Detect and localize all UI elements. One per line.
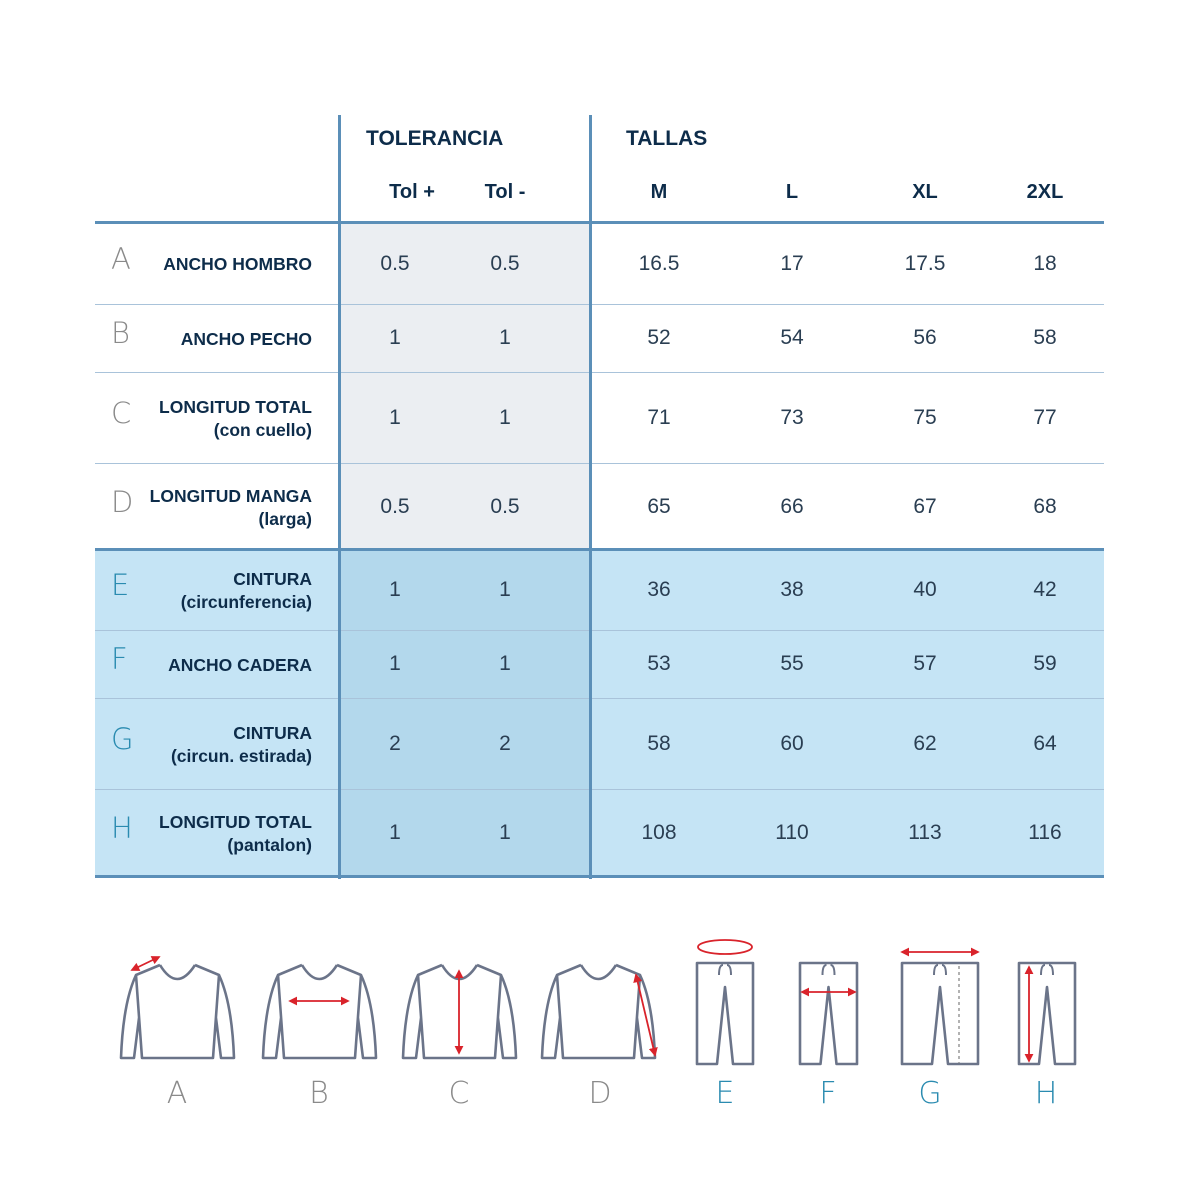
row-label-line: LONGITUD TOTAL <box>159 812 312 832</box>
row-label-line: (pantalon) <box>227 835 312 855</box>
cell-value: 16.5 <box>638 251 680 275</box>
cell-value: 68 <box>1033 494 1057 518</box>
row-label-line: CINTURA <box>233 722 312 743</box>
cell-value: 1 <box>499 821 511 844</box>
diagram-label: C <box>448 1076 470 1111</box>
cell-value: 0.5 <box>380 494 410 518</box>
col-l: L <box>785 181 799 203</box>
cell-value: 2 <box>389 731 401 755</box>
row-label-line: ANCHO CADERA <box>168 654 312 675</box>
row-letter: E <box>111 568 130 602</box>
pants-f-icon <box>800 963 857 1064</box>
cell-value: 2 <box>499 731 511 755</box>
cell-value: 58 <box>1033 326 1057 349</box>
diagram-label: B <box>309 1076 329 1111</box>
diagram-label: D <box>588 1076 612 1111</box>
tolerance-header: TOLERANCIA <box>366 127 504 150</box>
cell-value: 59 <box>1033 652 1057 675</box>
cell-value: 73 <box>780 405 804 429</box>
diagram-label: H <box>1034 1076 1058 1111</box>
cell-value: 0.5 <box>490 251 520 275</box>
col-xl: XL <box>912 181 938 203</box>
cell-value: 52 <box>647 326 671 349</box>
row-letter: F <box>111 642 128 676</box>
cell-value: 1 <box>389 326 401 349</box>
row-label-line: (circun. estirada) <box>170 745 312 766</box>
pants-h-icon <box>1019 963 1075 1064</box>
cell-value: 62 <box>913 731 937 755</box>
row-label-line: LONGITUD TOTAL <box>159 396 312 417</box>
cell-value: 1 <box>499 405 511 429</box>
cell-value: 71 <box>647 405 671 429</box>
cell-value: 55 <box>780 652 804 675</box>
cell-value: 36 <box>647 578 671 601</box>
cell-value: 77 <box>1033 405 1057 429</box>
diagram-label: A <box>166 1076 188 1111</box>
cell-value: 60 <box>780 731 804 755</box>
cell-value: 0.5 <box>380 251 410 275</box>
col-tol-minus: Tol - <box>484 181 526 203</box>
diagram-label: F <box>819 1076 837 1111</box>
shirt-b-icon <box>263 965 376 1058</box>
cell-value: 66 <box>780 494 804 518</box>
circumference-arrow-icon <box>698 940 752 954</box>
row-label-line: (larga) <box>258 508 312 529</box>
cell-value: 54 <box>780 326 804 349</box>
row-label-line: CINTURA <box>233 569 312 589</box>
shirt-a-icon <box>121 957 234 1058</box>
diagram-label: E <box>715 1076 735 1111</box>
cell-value: 65 <box>647 494 671 518</box>
cell-value: 1 <box>389 405 401 429</box>
shirt-c-icon <box>403 965 516 1058</box>
row-letter: C <box>111 395 132 430</box>
cell-value: 64 <box>1033 731 1057 755</box>
cell-value: 1 <box>499 652 511 675</box>
row-letter: H <box>111 811 133 845</box>
cell-value: 75 <box>913 405 937 429</box>
cell-value: 1 <box>389 821 401 844</box>
cell-value: 17.5 <box>904 251 946 275</box>
col-tol-plus: Tol + <box>389 181 435 203</box>
shirt-d-icon <box>542 965 655 1058</box>
cell-value: 57 <box>913 652 937 675</box>
cell-value: 108 <box>641 821 677 844</box>
cell-value: 1 <box>499 326 511 349</box>
cell-value: 42 <box>1033 578 1057 601</box>
row-label-line: LONGITUD MANGA <box>149 485 312 506</box>
row-letter: A <box>111 241 131 276</box>
cell-value: 1 <box>499 578 511 601</box>
cell-value: 56 <box>913 326 937 349</box>
sizes-header: TALLAS <box>626 127 708 150</box>
row-letter: B <box>111 316 130 350</box>
row-letter: G <box>111 721 134 756</box>
pants-e-icon <box>697 940 753 1064</box>
diagram-label: G <box>918 1076 942 1111</box>
cell-value: 58 <box>647 731 671 755</box>
cell-value: 18 <box>1033 251 1057 275</box>
row-letter: D <box>111 484 134 519</box>
col-m: M <box>650 181 668 203</box>
col-2xl: 2XL <box>1026 181 1064 203</box>
cell-value: 53 <box>647 652 671 675</box>
row-label-line: ANCHO PECHO <box>180 328 312 349</box>
pants-g-icon <box>902 952 978 1064</box>
row-label-line: (circunferencia) <box>180 592 312 612</box>
cell-value: 110 <box>775 821 809 844</box>
cell-value: 113 <box>908 821 942 844</box>
cell-value: 17 <box>780 251 804 275</box>
cell-value: 38 <box>780 578 804 601</box>
row-label-line: (con cuello) <box>213 419 312 440</box>
cell-value: 0.5 <box>490 494 520 518</box>
cell-value: 67 <box>913 494 937 518</box>
cell-value: 116 <box>1028 821 1062 844</box>
cell-value: 1 <box>389 652 401 675</box>
cell-value: 40 <box>913 578 937 601</box>
cell-value: 1 <box>389 578 401 601</box>
row-label-line: ANCHO HOMBRO <box>163 254 312 274</box>
